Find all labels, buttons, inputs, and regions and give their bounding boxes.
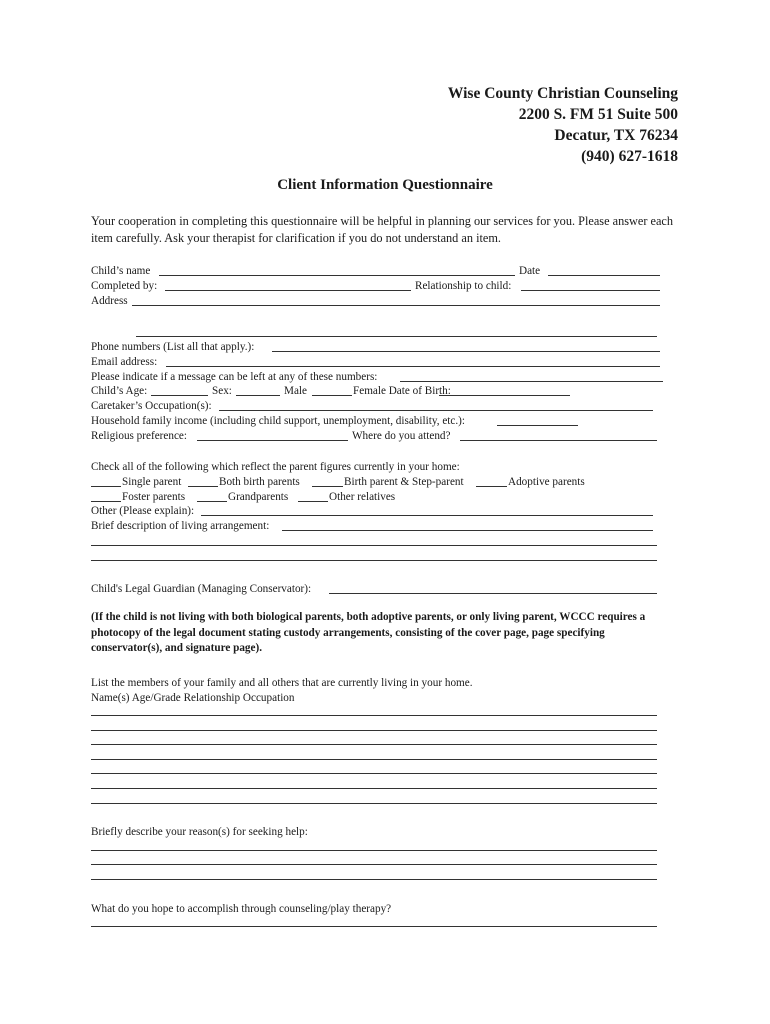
- message-label: Please indicate if a message can be left at any of these numbers:: [91, 370, 378, 383]
- religion-row: [91, 429, 671, 444]
- family-line-6[interactable]: [91, 788, 657, 789]
- message-field[interactable]: [400, 381, 663, 382]
- family-line-3[interactable]: [91, 744, 657, 745]
- org-address: 2200 S. FM 51 Suite 500: [518, 106, 678, 123]
- childs-name-field[interactable]: [159, 275, 515, 276]
- message-row: [91, 370, 671, 385]
- parent-figures-section: [91, 460, 671, 534]
- living-arrangement-row: [91, 519, 671, 534]
- parents-instruction-row: [91, 460, 671, 475]
- date-label: Date: [519, 265, 541, 277]
- single-parent-checkbox[interactable]: [91, 486, 121, 487]
- family-columns-row: [91, 691, 671, 706]
- parents-options-row1: [91, 475, 671, 490]
- adoptive-checkbox[interactable]: [476, 486, 507, 487]
- single-parent-label: Single parent: [122, 475, 182, 488]
- hope-row: [91, 902, 671, 917]
- other-relatives-label: Other relatives: [329, 490, 396, 503]
- male-label: Male: [284, 385, 307, 398]
- living-arrangement-label: Brief description of living arrangement:: [91, 520, 270, 533]
- living-arrangement-line3[interactable]: [91, 560, 657, 561]
- reason-row: [91, 825, 671, 840]
- both-birth-checkbox[interactable]: [188, 486, 218, 487]
- address-field-line2[interactable]: [136, 336, 657, 337]
- foster-checkbox[interactable]: [91, 501, 121, 502]
- family-section: [91, 676, 671, 706]
- female-checkbox-line[interactable]: [312, 395, 352, 396]
- family-line-1[interactable]: [91, 715, 657, 716]
- religious-field[interactable]: [197, 440, 348, 441]
- female-dob-label: Female Date of Birth:: [353, 385, 451, 398]
- childs-age-label: Child’s Age:: [91, 385, 148, 398]
- family-line-7[interactable]: [91, 803, 657, 804]
- income-field[interactable]: [497, 425, 578, 426]
- living-arrangement-line2[interactable]: [91, 545, 657, 546]
- family-line-5[interactable]: [91, 773, 657, 774]
- address-label: Address: [91, 294, 128, 307]
- other-explain-row: [91, 504, 671, 519]
- guardian-field[interactable]: [329, 593, 657, 594]
- where-attend-field[interactable]: [460, 440, 657, 441]
- grandparents-checkbox[interactable]: [197, 501, 227, 502]
- relationship-field[interactable]: [521, 290, 660, 291]
- other-explain-field[interactable]: [201, 515, 653, 516]
- income-label: Household family income (including child support, unemployment, disability, etc.):: [91, 414, 465, 427]
- family-instruction-row: [91, 676, 671, 691]
- grandparents-label: Grandparents: [228, 490, 289, 503]
- phone-label: Phone numbers (List all that apply.):: [91, 341, 255, 353]
- address-row: [91, 294, 671, 309]
- birth-step-checkbox[interactable]: [312, 486, 343, 487]
- other-explain-label: Other (Please explain):: [91, 505, 195, 518]
- relationship-label: Relationship to child:: [415, 279, 512, 292]
- family-line-4[interactable]: [91, 759, 657, 760]
- parents-options-row2: [91, 490, 671, 505]
- where-attend-label: Where do you attend?: [352, 429, 451, 442]
- age-sex-row: [91, 384, 671, 399]
- org-header: [448, 83, 678, 167]
- parents-instruction: Check all of the following which reflect the parent figures currently in your home:: [91, 461, 460, 473]
- completed-by-field[interactable]: [165, 290, 411, 291]
- both-birth-label: Both birth parents: [219, 475, 300, 488]
- guardian-row: [91, 582, 671, 597]
- caretaker-label: Caretaker’s Occupation(s):: [91, 400, 212, 413]
- reason-line-3[interactable]: [91, 879, 657, 880]
- email-row: [91, 355, 671, 370]
- caretaker-field[interactable]: [219, 410, 653, 411]
- adoptive-label: Adoptive parents: [508, 475, 585, 488]
- contact-info-section: [91, 340, 671, 444]
- sex-label: Sex:: [212, 385, 232, 398]
- phone-row: [91, 340, 671, 355]
- reason-section: [91, 825, 671, 840]
- address-field[interactable]: [132, 305, 660, 306]
- hope-label: What do you hope to accomplish through counseling/play therapy?: [91, 903, 392, 915]
- family-columns: Name(s) Age/Grade Relationship Occupation: [91, 691, 295, 704]
- male-checkbox-line[interactable]: [236, 395, 280, 396]
- completed-by-label: Completed by:: [91, 279, 158, 292]
- email-label: Email address:: [91, 355, 158, 368]
- childs-age-field[interactable]: [151, 395, 208, 396]
- reason-line-1[interactable]: [91, 850, 657, 851]
- religious-label: Religious preference:: [91, 429, 187, 442]
- caretaker-row: [91, 399, 671, 414]
- reason-label: Briefly describe your reason(s) for seeking help:: [91, 826, 308, 838]
- intro-paragraph: Your cooperation in completing this questionnaire will be helpful in planning our services for you. Please answer each item carefully. Ask your therapist for clarification if you do not understand an item.: [91, 214, 674, 245]
- dob-field[interactable]: [439, 395, 570, 396]
- income-row: [91, 414, 671, 429]
- living-arrangement-field[interactable]: [282, 530, 653, 531]
- form-title: Client Information Questionnaire: [277, 177, 493, 193]
- other-relatives-checkbox[interactable]: [298, 501, 328, 502]
- org-name: Wise County Christian Counseling: [447, 85, 678, 102]
- guardian-label: Child's Legal Guardian (Managing Conservator):: [91, 583, 312, 595]
- guardian-section: [91, 582, 671, 597]
- foster-label: Foster parents: [122, 490, 186, 503]
- family-line-2[interactable]: [91, 730, 657, 731]
- date-field[interactable]: [548, 275, 660, 276]
- family-instruction: List the members of your family and all others that are currently living in your home.: [91, 677, 473, 689]
- birth-step-label: Birth parent & Step-parent: [344, 475, 464, 488]
- phone-field[interactable]: [272, 351, 660, 352]
- childs-name-label: Child’s name: [91, 265, 151, 277]
- hope-section: [91, 902, 671, 917]
- email-field[interactable]: [166, 366, 660, 367]
- custody-notice: (If the child is not living with both biological parents, both adoptive parents, or only living parent, WCCC requires a photocopy of the legal document stating custody arrangements, consisting of the cover page, page specifying conservator(s), and signature page).: [91, 611, 646, 654]
- hope-line-1[interactable]: [91, 926, 657, 927]
- childs-name-row: [91, 264, 671, 279]
- org-city: Decatur, TX 76234: [554, 127, 678, 144]
- org-phone: (940) 627-1618: [581, 148, 678, 165]
- basic-info-section: [91, 264, 671, 308]
- completed-by-row: [91, 279, 671, 294]
- reason-line-2[interactable]: [91, 864, 657, 865]
